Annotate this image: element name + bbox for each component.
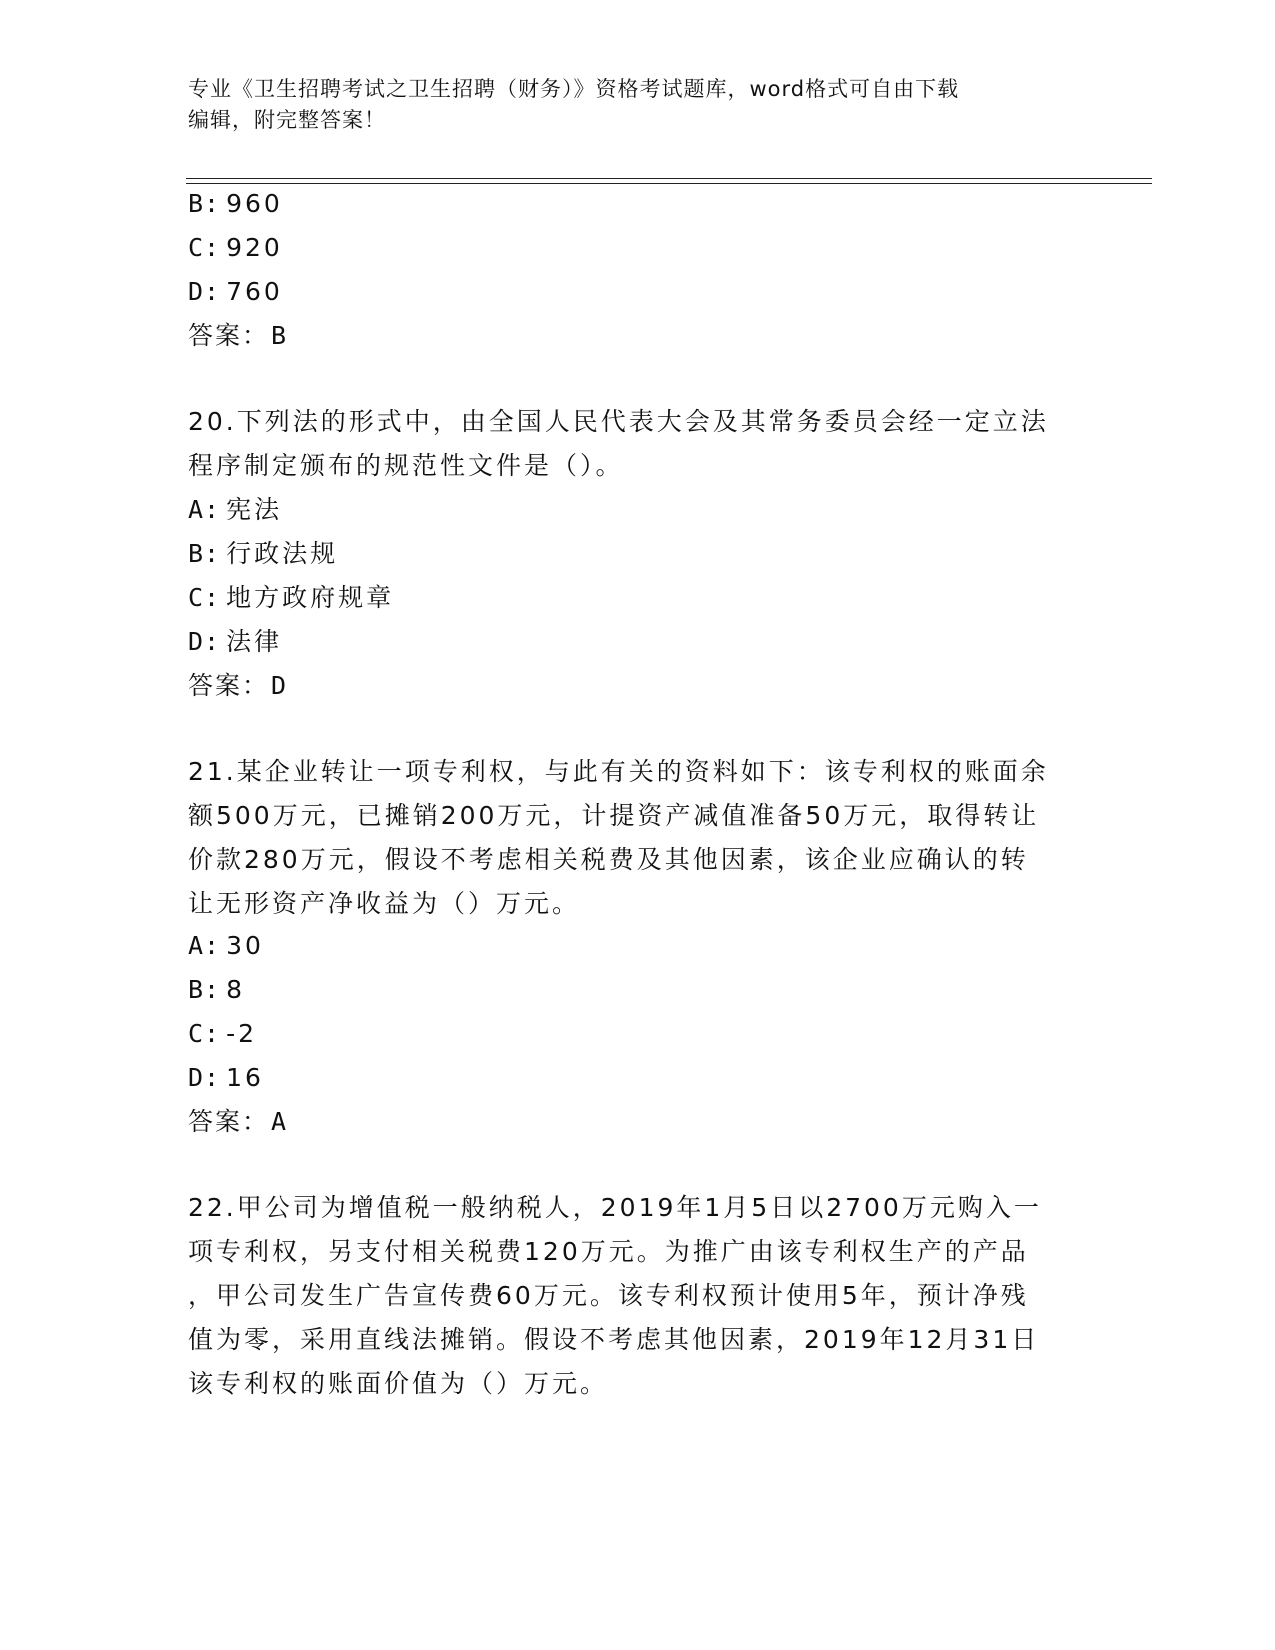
option-letter: A: xyxy=(188,931,221,960)
answer-key: D xyxy=(271,671,289,700)
option-letter: B: xyxy=(188,539,221,568)
option-text: 30 xyxy=(226,931,264,960)
option-letter: D: xyxy=(188,1063,221,1092)
header-line-1: 专业《卫生招聘考试之卫生招聘（财务）》资格考试题库，word格式可自由下载 xyxy=(188,77,960,101)
q21-stem-line-4: 让无形资产净收益为（）万元。 xyxy=(188,889,581,918)
option-text: 宪法 xyxy=(226,495,283,524)
option-letter: B: xyxy=(188,975,221,1004)
q21-answer xyxy=(188,1106,288,1138)
answer-label: 答案： xyxy=(188,1107,270,1136)
q21-stem-line-2: 额500万元，已摊销200万元，计提资产减值准备50万元，取得转让 xyxy=(188,801,1040,830)
option-text: 760 xyxy=(226,277,283,306)
q20-option-a xyxy=(188,494,282,526)
q21-stem-line-1: 21.某企业转让一项专利权，与此有关的资料如下：该专利权的账面余 xyxy=(188,757,1049,786)
q22-stem-line-1: 22.甲公司为增值税一般纳税人，2019年1月5日以2700万元购入一 xyxy=(188,1193,1042,1222)
option-letter: C: xyxy=(188,1019,221,1048)
q22-stem-line-4: 值为零，采用直线法摊销。假设不考虑其他因素，2019年12月31日 xyxy=(188,1325,1040,1354)
q19-option-b xyxy=(188,188,283,220)
q19-option-c xyxy=(188,232,283,264)
option-text: 960 xyxy=(226,189,283,218)
option-letter: C: xyxy=(188,233,221,262)
answer-label: 答案： xyxy=(188,321,270,350)
option-text: -2 xyxy=(226,1019,258,1048)
q21-option-d xyxy=(188,1062,264,1094)
option-text: 法律 xyxy=(226,627,283,656)
option-letter: B: xyxy=(188,189,221,218)
answer-key: B xyxy=(271,321,289,350)
header-divider-top xyxy=(186,178,1152,179)
q20-stem-line-1: 20.下列法的形式中，由全国人民代表大会及其常务委员会经一定立法 xyxy=(188,407,1049,436)
q21-stem-line-3: 价款280万元，假设不考虑相关税费及其他因素，该企业应确认的转 xyxy=(188,845,1029,874)
q22-stem-line-2: 项专利权，另支付相关税费120万元。为推广由该专利权生产的产品 xyxy=(188,1237,1029,1266)
q22-stem-line-3: ，甲公司发生广告宣传费60万元。该专利权预计使用5年，预计净残 xyxy=(188,1281,1029,1310)
q22-stem-line-5: 该专利权的账面价值为（）万元。 xyxy=(188,1369,609,1398)
q20-option-b xyxy=(188,538,338,570)
q21-option-a xyxy=(188,930,264,962)
q20-answer xyxy=(188,670,288,702)
q19-answer xyxy=(188,320,288,352)
option-text: 行政法规 xyxy=(226,539,339,568)
option-text: 16 xyxy=(226,1063,264,1092)
option-text: 地方政府规章 xyxy=(226,583,395,612)
option-text: 8 xyxy=(226,975,246,1004)
option-letter: D: xyxy=(188,277,221,306)
q20-option-d xyxy=(188,626,282,658)
option-text: 920 xyxy=(226,233,283,262)
header-line-2: 编辑，附完整答案！ xyxy=(188,108,386,132)
q20-option-c xyxy=(188,582,394,614)
q19-option-d xyxy=(188,276,283,308)
q20-stem-line-2: 程序制定颁布的规范性文件是（）。 xyxy=(188,451,624,480)
answer-label: 答案： xyxy=(188,671,270,700)
option-letter: D: xyxy=(188,627,221,656)
header-divider-bottom xyxy=(186,183,1152,184)
option-letter: A: xyxy=(188,495,221,524)
document-header xyxy=(188,74,1068,136)
answer-key: A xyxy=(271,1107,289,1136)
q21-option-c xyxy=(188,1018,257,1050)
option-letter: C: xyxy=(188,583,221,612)
q21-option-b xyxy=(188,974,245,1006)
